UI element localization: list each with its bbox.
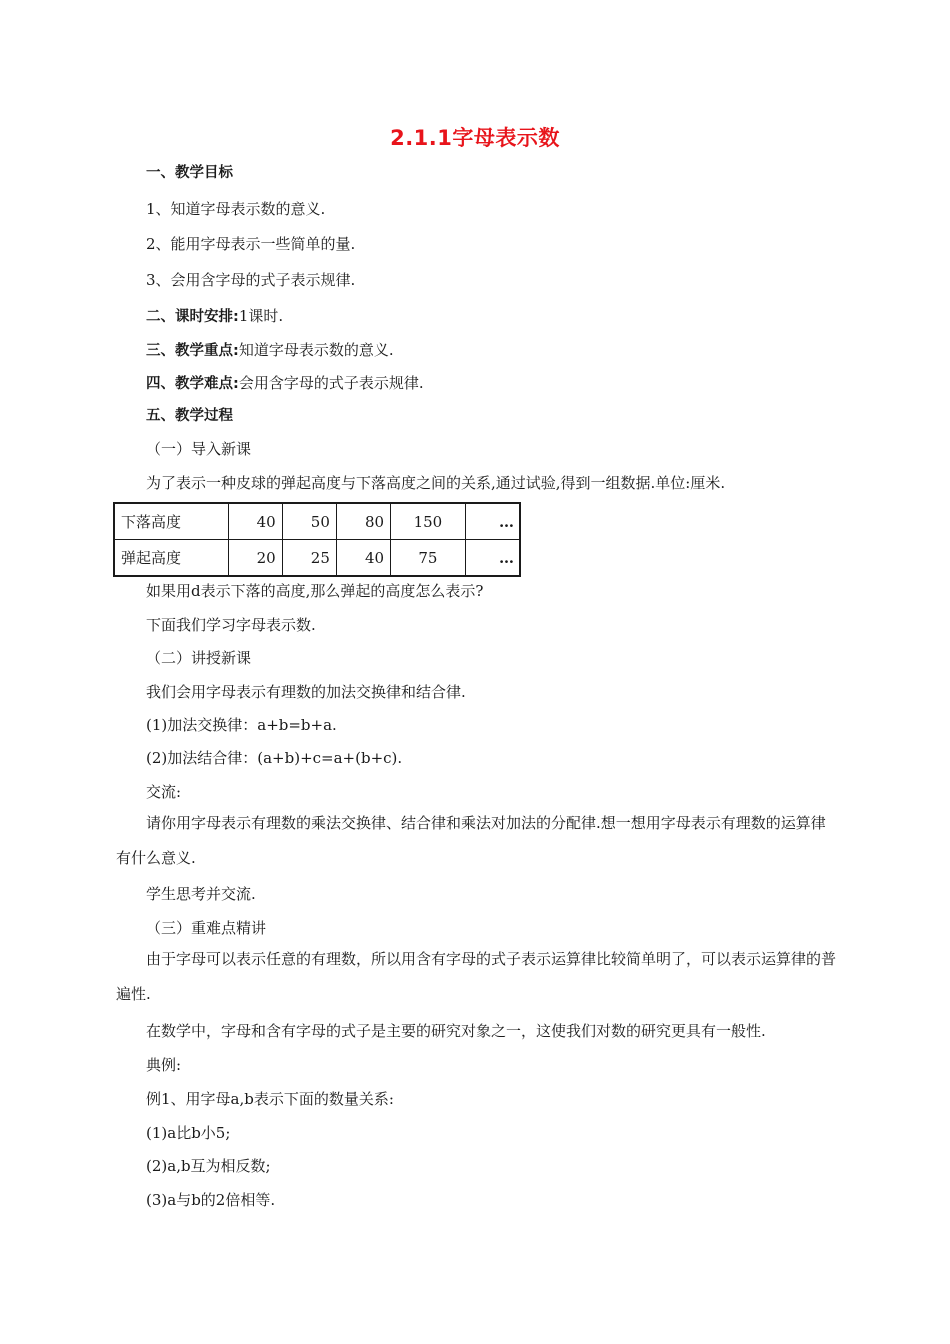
difficulty-line — [146, 373, 424, 394]
objective-item: 1、知道字母表示数的意义. — [146, 200, 326, 218]
row-label: 下落高度 — [114, 503, 228, 540]
table-cell: 50 — [282, 503, 336, 540]
example-label: 典例: — [146, 1056, 182, 1074]
difficulty-text: 会用含字母的式子表示规律. — [238, 374, 424, 392]
paragraph: 我们会用字母表示有理数的加法交换律和结合律. — [146, 683, 466, 701]
law-item: (2)加法结合律：(a+b)+c=a+(b+c). — [146, 749, 403, 767]
subsection-heading: （一）导入新课 — [146, 440, 252, 458]
subsection-heading: （三）重难点精讲 — [146, 919, 267, 937]
schedule-line — [146, 306, 283, 327]
paragraph-text: 由于字母可以表示任意的有理数，所以用含有字母的式子表示运算律比较简单明了，可以表示运算律的普遍性. — [116, 950, 837, 1003]
paragraph-text: 请你用字母表示有理数的乘法交换律、结合律和乘法对加法的分配律.想一想用字母表示有理数的运算律有什么意义. — [116, 814, 826, 867]
table-cell: 25 — [282, 540, 336, 577]
table-cell: … — [465, 540, 520, 577]
question-paragraph: 如果用d表示下落的高度,那么弹起的高度怎么表示? — [146, 582, 484, 600]
table-cell: 75 — [391, 540, 466, 577]
document-title: 2.1.1字母表示数 — [390, 126, 560, 150]
table-row — [114, 540, 520, 577]
difficulty-label: 四、教学难点: — [146, 376, 239, 392]
table-cell: 80 — [336, 503, 390, 540]
key-point-line — [146, 340, 394, 361]
example-item: (1)a比b小5; — [146, 1124, 231, 1142]
intro-paragraph: 为了表示一种皮球的弹起高度与下落高度之间的关系,通过试验,得到一组数据.单位:厘米. — [146, 474, 726, 492]
key-point-text: 知道字母表示数的意义. — [238, 341, 394, 359]
table-cell: 40 — [228, 503, 282, 540]
table-cell: 150 — [391, 503, 466, 540]
paragraph-wrapped — [116, 806, 838, 876]
table-row — [114, 503, 520, 540]
paragraph: 在数学中，字母和含有字母的式子是主要的研究对象之一，这使我们对数的研究更具有一般性. — [146, 1022, 766, 1040]
objective-item: 2、能用字母表示一些简单的量. — [146, 235, 356, 253]
paragraph-wrapped — [116, 942, 838, 1012]
section-heading-process: 五、教学过程 — [146, 408, 233, 424]
section-heading-objectives: 一、教学目标 — [146, 165, 233, 181]
law-item: (1)加法交换律：a+b=b+a. — [146, 716, 337, 734]
example-item: (3)a与b的2倍相等. — [146, 1191, 276, 1209]
subsection-heading: （二）讲授新课 — [146, 649, 252, 667]
table-cell: … — [465, 503, 520, 540]
row-label: 弹起高度 — [114, 540, 228, 577]
table-cell: 40 — [336, 540, 390, 577]
key-point-label: 三、教学重点: — [146, 343, 239, 359]
height-data-table — [113, 502, 521, 577]
example-item: (2)a,b互为相反数; — [146, 1157, 271, 1175]
objective-item: 3、会用含字母的式子表示规律. — [146, 271, 356, 289]
schedule-label: 二、课时安排: — [146, 309, 239, 325]
paragraph: 学生思考并交流. — [146, 885, 256, 903]
example-question: 例1、用字母a,b表示下面的数量关系: — [146, 1090, 394, 1108]
exchange-label: 交流: — [146, 783, 182, 801]
table-cell: 20 — [228, 540, 282, 577]
schedule-text: 1课时. — [238, 307, 284, 325]
lead-paragraph: 下面我们学习字母表示数. — [146, 616, 316, 634]
